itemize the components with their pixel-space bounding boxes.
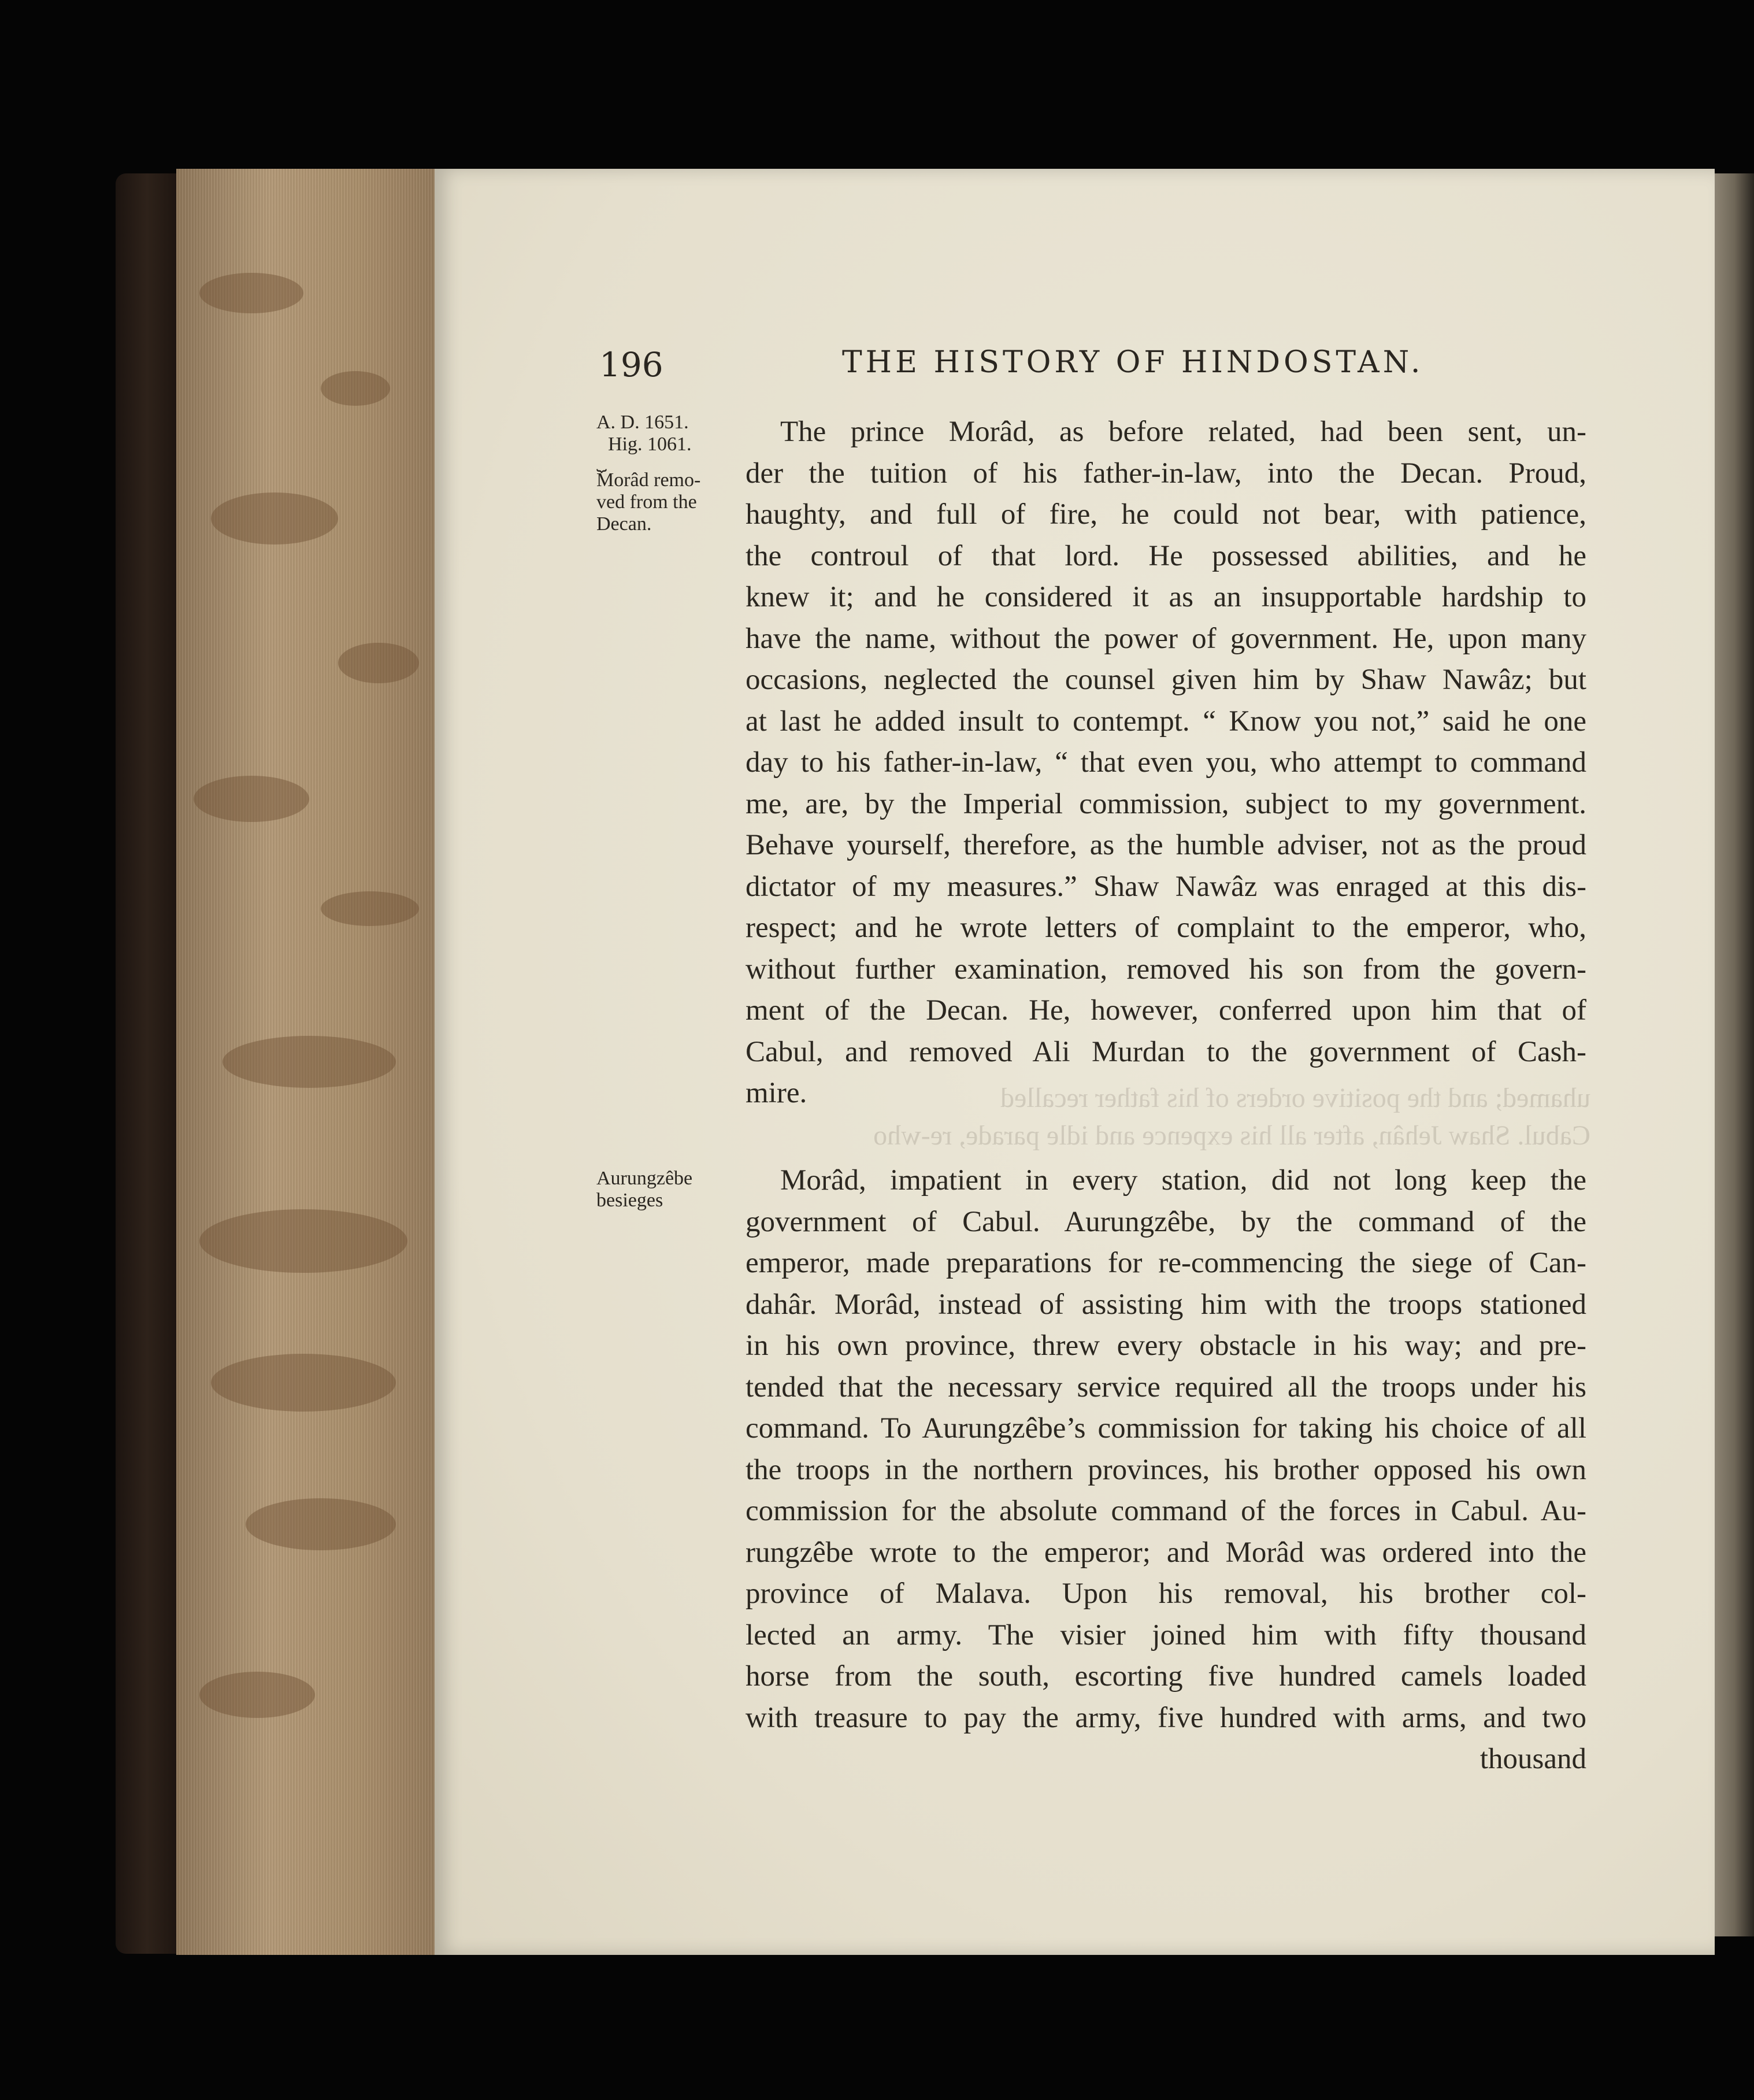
text-line: at last he added insult to contempt. “ Know you not,” said he one <box>746 705 1586 738</box>
text-line: knew it; and he considered it as an insupportable hardship to <box>746 581 1586 613</box>
stain <box>321 891 419 926</box>
text-line: have the name, without the power of government. He, upon many <box>746 622 1586 655</box>
text-line: Behave yourself, therefore, as the humble adviser, not as the proud <box>746 829 1586 861</box>
text-line: with treasure to pay the army, five hundred with arms, and two <box>746 1701 1586 1734</box>
margin-note-line: besieges <box>596 1190 663 1211</box>
text-line: province of Malava. Upon his removal, his brother col- <box>746 1577 1586 1610</box>
margin-note-line: Morâd remo- <box>596 469 701 491</box>
margin-note-line: Decan. <box>596 513 652 535</box>
stain <box>321 371 390 406</box>
text-line: lected an army. The visier joined him with fifty thousand <box>746 1618 1586 1651</box>
text-line: occasions, neglected the counsel given him by Shaw Nawâz; but <box>746 664 1586 696</box>
margin-note-line: ved from the <box>596 491 697 513</box>
text-line: the troops in the northern provinces, his brother opposed his own <box>746 1453 1586 1486</box>
stain <box>194 776 309 822</box>
paragraph-2 <box>746 1160 1586 1780</box>
text-line: horse from the south, escorting five hundred camels loaded <box>746 1660 1586 1692</box>
book-page <box>435 169 1715 1955</box>
margin-date-hig: Hig. 1061. <box>608 434 692 455</box>
margin-date-ad: A. D. 1651. <box>596 412 689 433</box>
text-line: rungzêbe wrote to the emperor; and Morâd was ordered into the <box>746 1536 1586 1569</box>
text-line: me, are, by the Imperial commission, subject to my government. <box>746 787 1586 820</box>
text-line: haughty, and full of fire, he could not bear, with patience, <box>746 498 1586 531</box>
paragraph-1 <box>746 412 1586 1114</box>
show-through-text: uhamed; and the positive orders of his father recalled <box>1000 1083 1590 1113</box>
text-line: mire. <box>746 1077 807 1109</box>
stain <box>199 1209 407 1273</box>
text-line: respect; and he wrote letters of complaint to the emperor, who, <box>746 912 1586 944</box>
text-line: government of Cabul. Aurungzêbe, by the command of the <box>746 1205 1586 1238</box>
stain <box>199 273 303 313</box>
text-line: command. To Aurungzêbe’s commission for taking his choice of all <box>746 1412 1586 1445</box>
stain <box>338 643 419 683</box>
text-line: dictator of my measures.” Shaw Nawâz was enraged at this dis- <box>746 870 1586 903</box>
margin-note-siege <box>596 1168 692 1212</box>
stain <box>211 492 338 545</box>
text-line: Cabul, and removed Ali Murdan to the government of Cash- <box>746 1035 1586 1068</box>
stain <box>211 1354 396 1412</box>
text-line: tended that the necessary service required all the troops under his <box>746 1371 1586 1403</box>
text-line: day to his father-in-law, “ that even you, who attempt to command <box>746 746 1586 779</box>
book-binding <box>116 173 185 1954</box>
text-line: in his own province, threw every obstacle in his way; and pre- <box>746 1329 1586 1362</box>
text-line: dahâr. Morâd, instead of assisting him with the troops stationed <box>746 1288 1586 1321</box>
stain <box>246 1498 396 1550</box>
text-line: emperor, made preparations for re-commencing the siege of Can- <box>746 1247 1586 1279</box>
margin-note-date <box>596 412 700 535</box>
catchword: thousand <box>1479 1743 1586 1775</box>
text-line: der the tuition of his father-in-law, into the Decan. Proud, <box>746 457 1586 490</box>
text-line: the controul of that lord. He possessed abilities, and he <box>746 539 1586 572</box>
page-number: 196 <box>599 345 663 384</box>
margin-brace: ⏟ <box>596 452 606 472</box>
margin-note-line: Aurungzêbe <box>596 1168 693 1189</box>
page-title: THE HISTORY OF HINDOSTAN. <box>842 345 1424 380</box>
text-line: The prince Morâd, as before related, had been sent, un- <box>780 416 1586 448</box>
text-line: commission for the absolute command of the forces in Cabul. Au- <box>746 1495 1586 1527</box>
text-line: Morâd, impatient in every station, did not long keep the <box>780 1164 1586 1197</box>
text-line: ment of the Decan. He, however, conferred upon him that of <box>746 994 1586 1027</box>
page-block-edges <box>176 169 442 1955</box>
stain <box>199 1672 315 1718</box>
text-line: without further examination, removed his son from the govern- <box>746 953 1586 986</box>
stain <box>223 1036 396 1088</box>
show-through-text: Cabul. Shaw Jehân, after all his expence and idle parade, re-who <box>873 1120 1590 1151</box>
